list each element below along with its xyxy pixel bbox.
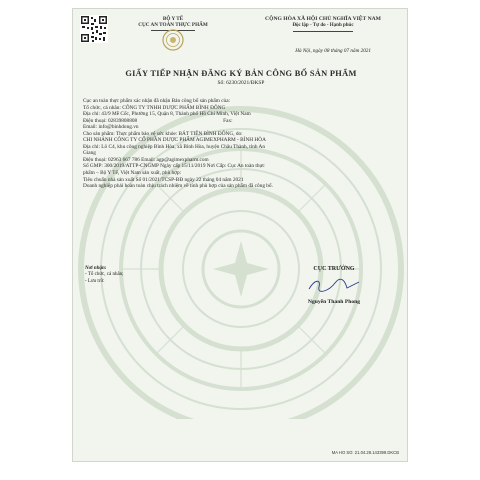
- national-header: [239, 16, 407, 31]
- document-title: GIẤY TIẾP NHẬN ĐĂNG KÝ BẢN CÔNG BỐ SẢN PHẨM: [125, 69, 357, 78]
- qr-code: [80, 15, 108, 43]
- recipient-item: - Tổ chức, cá nhân;: [85, 272, 124, 278]
- body-line: Địa chỉ: 43/9 Mễ Cốc, Phường 15, Quận 8, Thành phố Hồ Chí Minh, Việt Nam: [83, 111, 251, 118]
- document-body: [83, 98, 401, 190]
- body-line: Doanh nghiệp phải hoàn toàn chịu trách nhiệm về tính phù hợp của sản phẩm đã công bố.: [83, 183, 273, 190]
- signer-name: Nguyễn Thanh Phong: [307, 299, 361, 305]
- body-line: phẩm – Bộ Y Tế, Việt Nam sản xuất, phù hợp:: [83, 170, 182, 177]
- recipient-item: - Lưu trữ.: [85, 278, 105, 284]
- recipients-block: [85, 266, 124, 285]
- body-line: Tổ chức, cá nhân: CÔNG TY TNHH DƯỢC PHẨM BÌNH ĐÔNG: [83, 104, 226, 111]
- body-line: CHI NHÁNH CÔNG TY CỔ PHẦN DƯỢC PHẨM AGIMEXPHARM - BÌNH HÒA: [83, 137, 266, 144]
- body-line: Số GMP: 300/2019/ATTP-CNGMP Ngày cấp 15/11/2019 Nơi Cấp: Cục An toàn thực: [83, 163, 265, 170]
- motto-underline: [293, 31, 353, 32]
- ministry-name: BỘ Y TẾ: [162, 16, 184, 22]
- issue-date: Hà Nội, ngày 08 tháng 07 năm 2021: [295, 48, 371, 54]
- dossier-code: MA HO SO: 21.04.28.143399.DKCB: [331, 450, 399, 455]
- body-line: Cho sản phẩm: Thực phẩm bảo vệ sức khỏe: BÁT TIÊN BÌNH ĐÔNG, do:: [83, 130, 243, 137]
- body-line: Tiêu chuẩn nhà sản xuất Số 01/2021/TCSP-BĐ ngày 22 tháng 04 năm 2021: [83, 176, 244, 183]
- recipients-label: Nơi nhận:: [85, 266, 107, 271]
- document-page: [72, 8, 408, 462]
- official-seal-icon: [162, 29, 184, 51]
- body-line: Cục an toàn thực phẩm xác nhận đã nhận Bản công bố sản phẩm của:: [83, 98, 231, 104]
- fax-label: Fax:: [223, 117, 233, 124]
- agency-name: CỤC AN TOÀN THỰC PHẨM: [138, 22, 208, 29]
- country-name: CỘNG HÒA XÃ HỘI CHỦ NGHĨA VIỆT NAM: [265, 16, 381, 22]
- body-line: Email: info@binhdong.vn: [83, 124, 139, 131]
- body-line: Địa chỉ: Lô C4, khu công nghiệp Bình Hòa, xã Bình Hòa, huyện Châu Thành, tỉnh An: [83, 143, 266, 150]
- body-line: Điện thoại: 02963 667 786 Email: agp@agimexpharm.com: [83, 156, 209, 163]
- signatory-title: CỤC TRƯỞNG: [313, 266, 355, 272]
- document-number: Số: 6230/2021/ĐKSP: [217, 80, 265, 86]
- body-line: Giang: [83, 150, 96, 157]
- national-motto: Độc lập - Tự do - Hạnh phúc: [292, 22, 354, 28]
- handwritten-signature: [289, 277, 379, 293]
- phone-number: Điện thoại: 02839808808: [83, 117, 138, 124]
